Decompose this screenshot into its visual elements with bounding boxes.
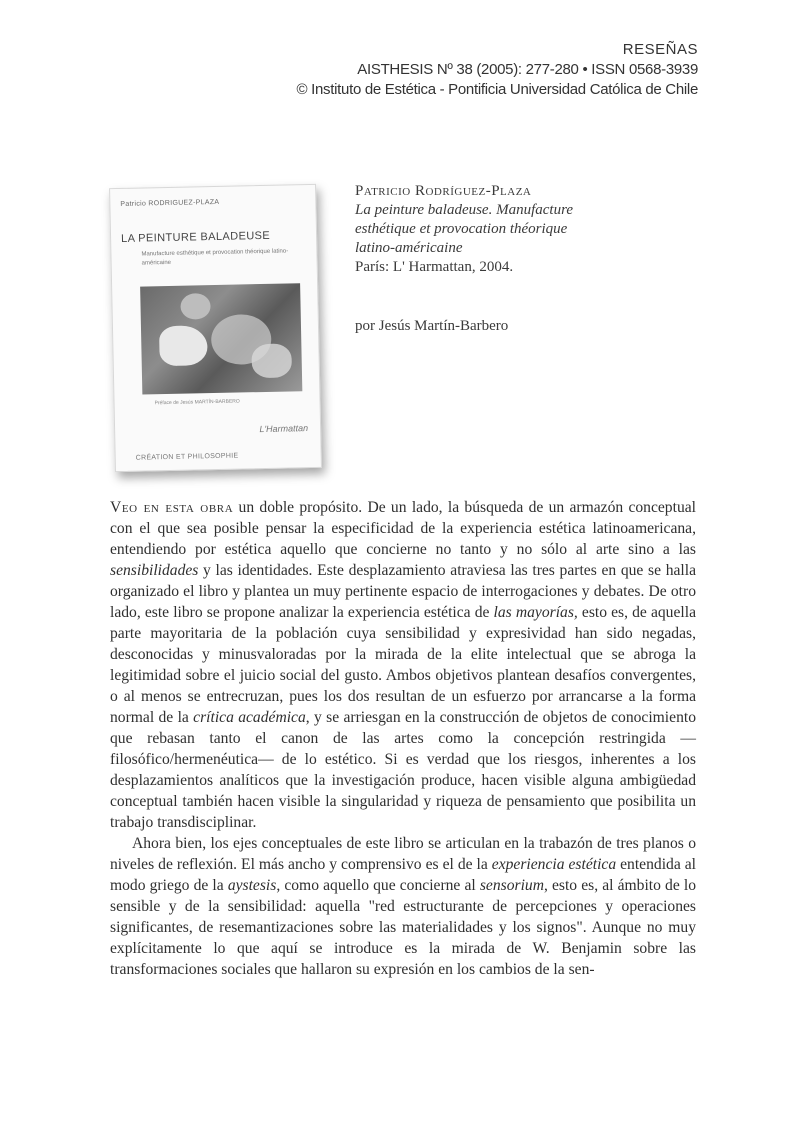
cover-title: LA PEINTURE BALADEUSE (120, 229, 271, 245)
publisher-info: París: L' Harmattan, 2004. (355, 259, 514, 275)
publisher-logo: L'Harmattan (259, 423, 309, 435)
cover-collection: CRÉATION ET PHILOSOPHIE (135, 452, 239, 462)
book-title-line-3: latino-américaine (355, 240, 463, 256)
copyright-line: © Instituto de Estética - Pontificia Universidad Católica de Chile (296, 81, 698, 98)
journal-citation: AISTHESIS Nº 38 (2005): 277-280 • ISSN 0568-3939 (357, 61, 698, 78)
reviewer-byline: por Jesús Martín-Barbero (355, 318, 509, 334)
paragraph-2: Ahora bien, los ejes conceptuales de este libro se articulan en la trabazón de tres planos o niveles de reflexión. El más ancho y comprensivo es el de la experiencia estética entendida al modo griego de la aystesis, como aquello que concierne al sensorium, esto es, al ámbito de lo sensible y de la sensibilidad: aquella "red estructurante de percepciones y operaciones significantes, de resemantizaciones sobre las materialidades y los signos". Aunque no muy explícitamente lo que aquí se introduce es la mirada de W. Benjamin sobre las transformaciones sociales que hallaron su expresión en los cambios de la sen- (110, 835, 696, 978)
cover-author: Patricio RODRIGUEZ-PLAZA (120, 198, 220, 208)
section-label: RESEÑAS (622, 41, 698, 58)
book-title-line-2: esthétique et provocation théorique (355, 221, 568, 237)
running-header (278, 40, 698, 100)
book-title-line-1: La peinture baladeuse. Manufacture (355, 202, 574, 218)
lead-in: Veo en esta obra (110, 499, 234, 516)
book-cover-image (109, 184, 322, 472)
cover-caption: Préface de Jesús MARTÍN-BARBERO (154, 398, 240, 407)
paragraph-1: Veo en esta obra un doble propósito. De un lado, la búsqueda de un armazón conceptual con el que sea posible pensar la especificidad de la experiencia estética latinoamericana, entendiendo por estética aquello que concierne no tanto y no sólo al arte sino a las sensibilidades y las identidades. Este desplazamiento atraviesa las tres partes en que se halla organizado el libro y plantea un muy pertinente espacio de interrogaciones y debates. De otro lado, este libro se propone analizar la experiencia estética de las mayorías, esto es, de aquella parte mayoritaria de la población cuya sensibilidad y expresividad han sido negadas, desconocidas y minusvaloradas por la mirada de la elite intelectual que se abroga la legitimidad sobre el juicio social del gusto. Ambos objetivos plantean desafíos convergentes, o al menos se entrecruzan, pues los dos resultan de un esfuerzo por arrancarse a la forma normal de la crítica académica, y se arriesgan en la construcción de objetos de conocimiento que rebasan tanto el canon de las artes como la concepción restringida —filosófico/hermenéutica— de lo estético. Si es verdad que los riesgos, inherentes a los desplazamientos analíticos que la investigación produce, hacen visible alguna ambigüedad conceptual también hacen visible la singularidad y riqueza de pensamiento que posibilita un trabajo transdisciplinar. (110, 499, 696, 831)
bibliographic-reference (355, 182, 675, 336)
book-author: Patricio Rodríguez-Plaza (355, 183, 532, 199)
cover-artwork (140, 283, 302, 394)
review-body (110, 497, 696, 980)
cover-subtitle: Manufacture esthétique et provocation théorique latino-américaine (141, 248, 289, 267)
